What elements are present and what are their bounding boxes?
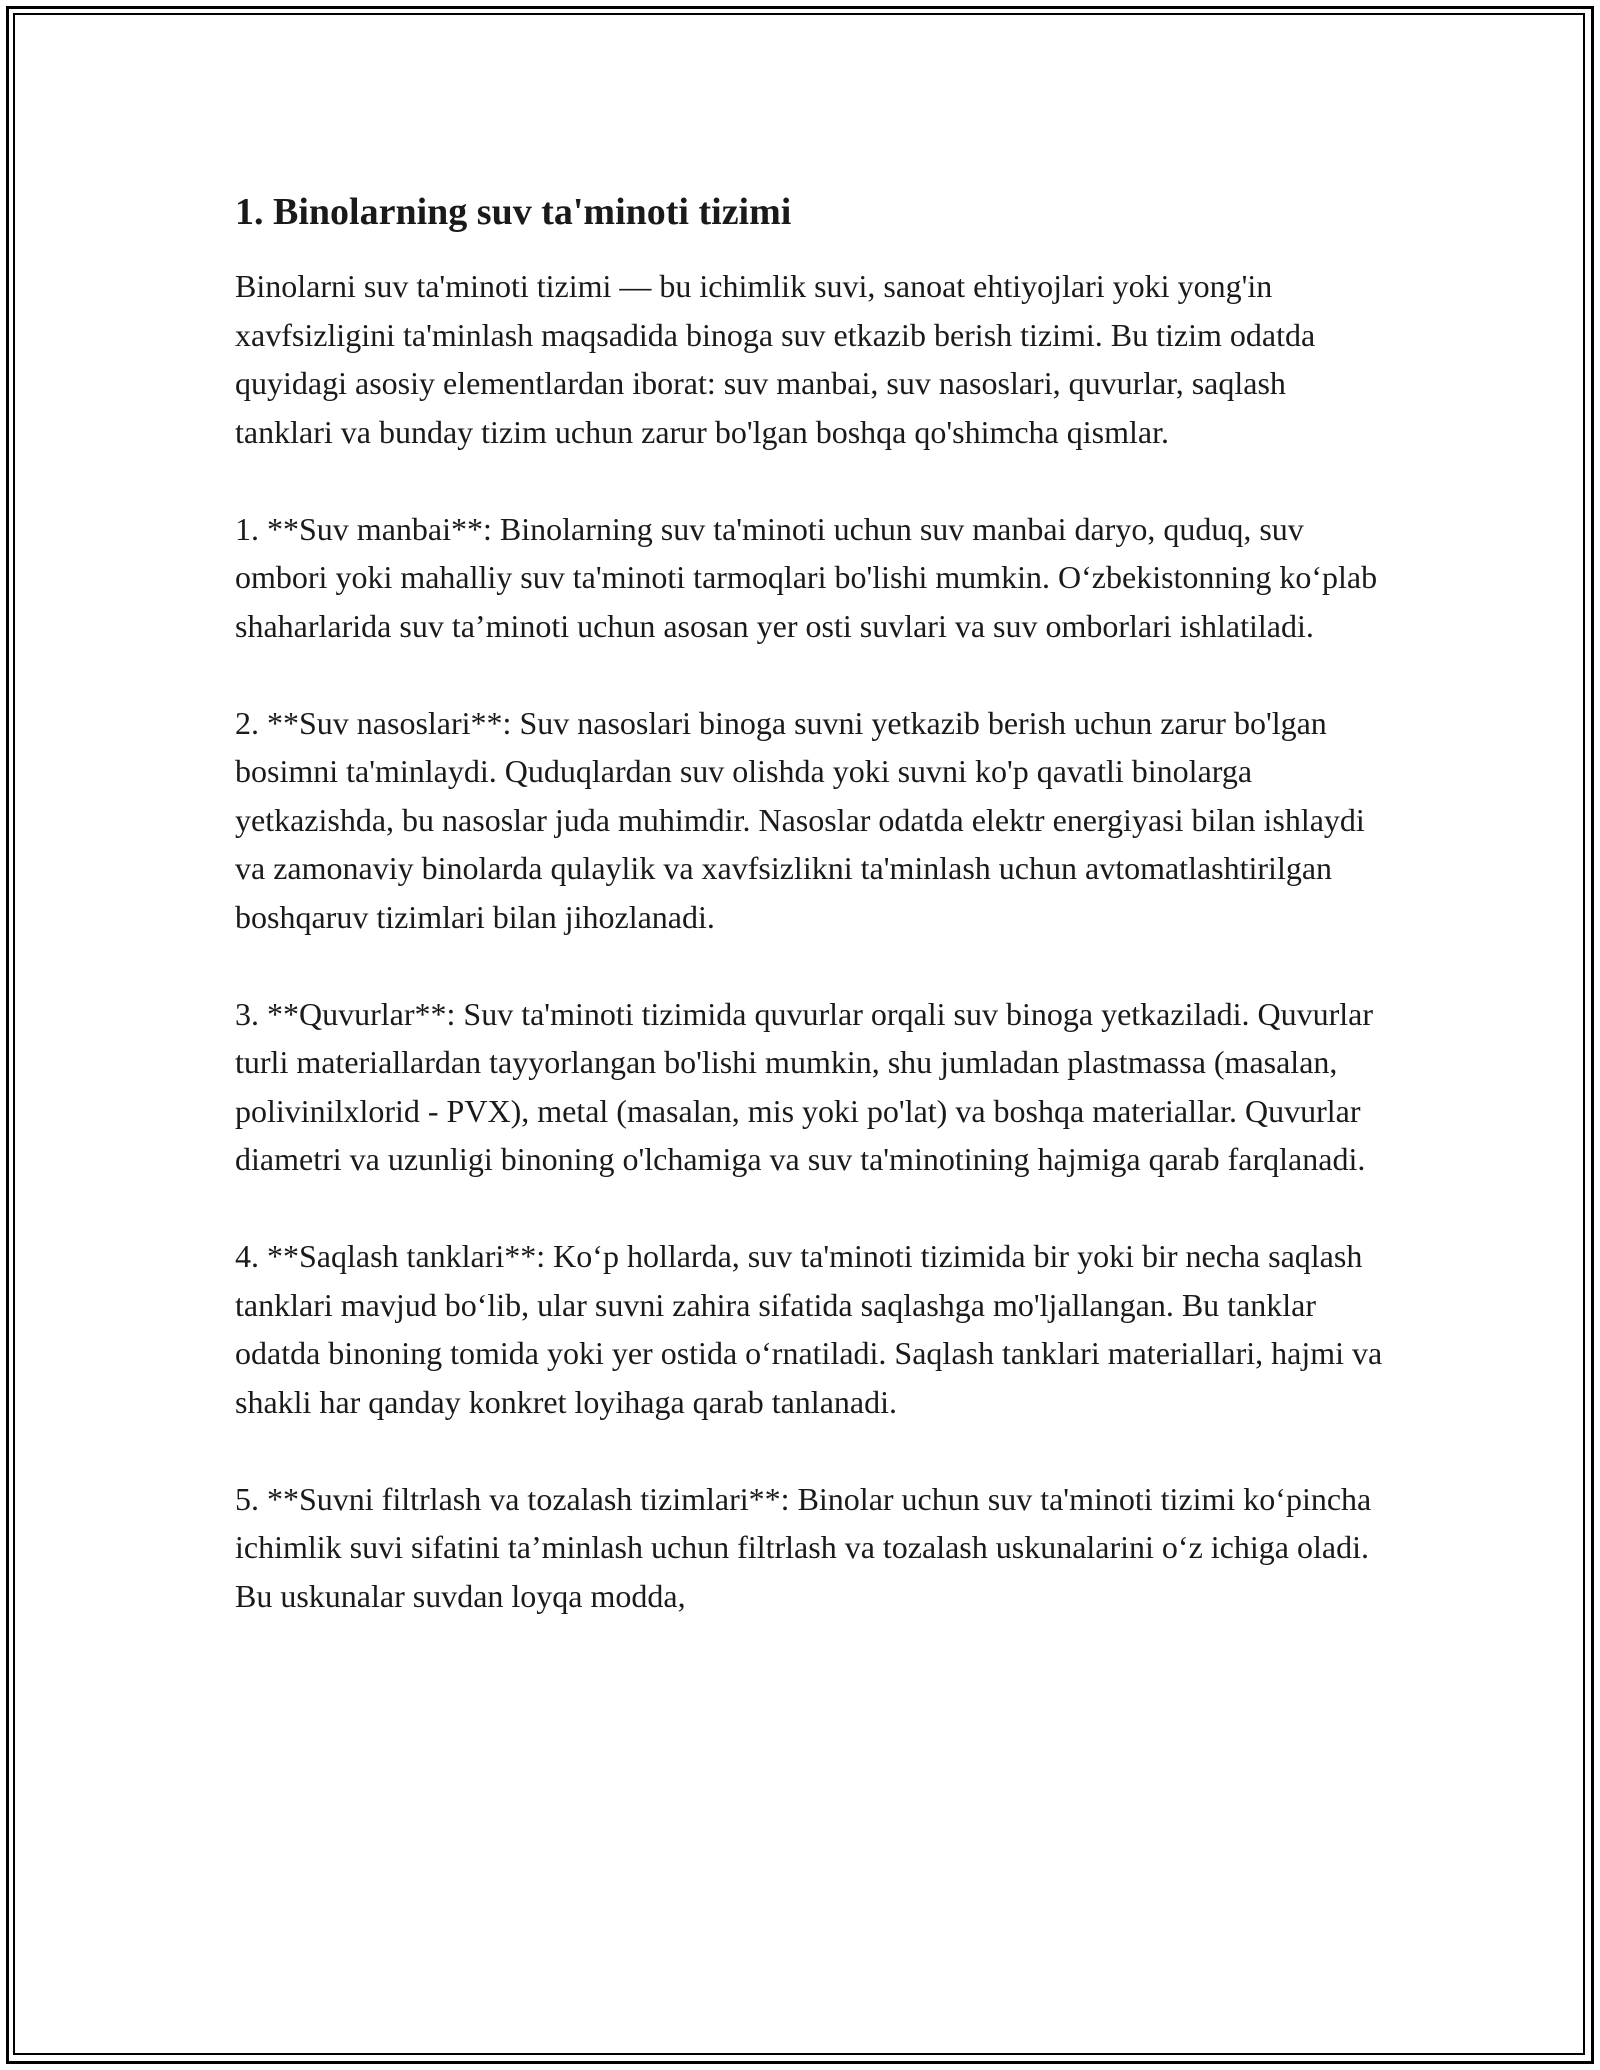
paragraph-water-source: 1. **Suv manbai**: Binolarning suv ta'minoti uchun suv manbai daryo, quduq, suv ombori yoki mahalliy suv ta'minoti tarmoqlari bo'lishi mumkin. O‘zbekistonning ko‘plab shaharlarida suv ta’minoti uchun asosan yer osti suvlari va suv omborlari ishlatiladi. <box>235 510 1378 644</box>
document-body <box>235 190 1385 1669</box>
paragraph-storage-tanks: 4. **Saqlash tanklari**: Ko‘p hollarda, suv ta'minoti tizimida bir yoki bir necha saqlash tanklari mavjud bo‘lib, ular suvni zahira sifatida saqlashga mo'ljallangan. Bu tanklar odatda binoning tomida yoki yer ostida o‘rnatiladi. Saqlash tanklari materiallari, hajmi va shakli har qanday konkret loyihaga qarab tanlanadi. <box>235 1238 1383 1420</box>
intro-paragraph: Binolarni suv ta'minoti tizimi — bu ichimlik suvi, sanoat ehtiyojlari yoki yong'in xavfsizligini ta'minlash maqsadida binoga suv etkazib berish tizimi. Bu tizim odatda quyidagi asosiy elementlardan iborat: suv manbai, suv nasoslari, quvurlar, saqlash tanklari va bunday tizim uchun zarur bo'lgan boshqa qo'shimcha qismlar. <box>235 268 1316 450</box>
document-title: 1. Binolarning suv ta'minoti tizimi <box>235 191 792 233</box>
paragraph-water-pumps: 2. **Suv nasoslari**: Suv nasoslari binoga suvni yetkazib berish uchun zarur bo'lgan bosimni ta'minlaydi. Quduqlardan suv olishda yoki suvni ko'p qavatli binolarga yetkazishda, bu nasoslar juda muhimdir. Nasoslar odatda elektr energiyasi bilan ishlaydi va zamonaviy binolarda qulaylik va xavfsizlikni ta'minlash uchun avtomatlashtirilgan boshqaruv tizimlari bilan jihozlanadi. <box>235 704 1365 935</box>
paragraph-pipes: 3. **Quvurlar**: Suv ta'minoti tizimida quvurlar orqali suv binoga yetkaziladi. Quvurlar turli materiallardan tayyorlangan bo'lishi mumkin, shu jumladan plastmassa (masalan, polivinilxlorid - PVX), metal (masalan, mis yoki po'lat) va boshqa materiallar. Quvurlar diametri va uzunligi binoning o'lchamiga va suv ta'minotining hajmiga qarab farqlanadi. <box>235 995 1373 1177</box>
paragraph-filtration-systems: 5. **Suvni filtrlash va tozalash tizimlari**: Binolar uchun suv ta'minoti tizimi ko‘pincha ichimlik suvi sifatini ta’minlash uchun filtrlash va tozalash uskunalarini o‘z ichiga oladi. Bu uskunalar suvdan loyqa modda, <box>235 1480 1372 1614</box>
